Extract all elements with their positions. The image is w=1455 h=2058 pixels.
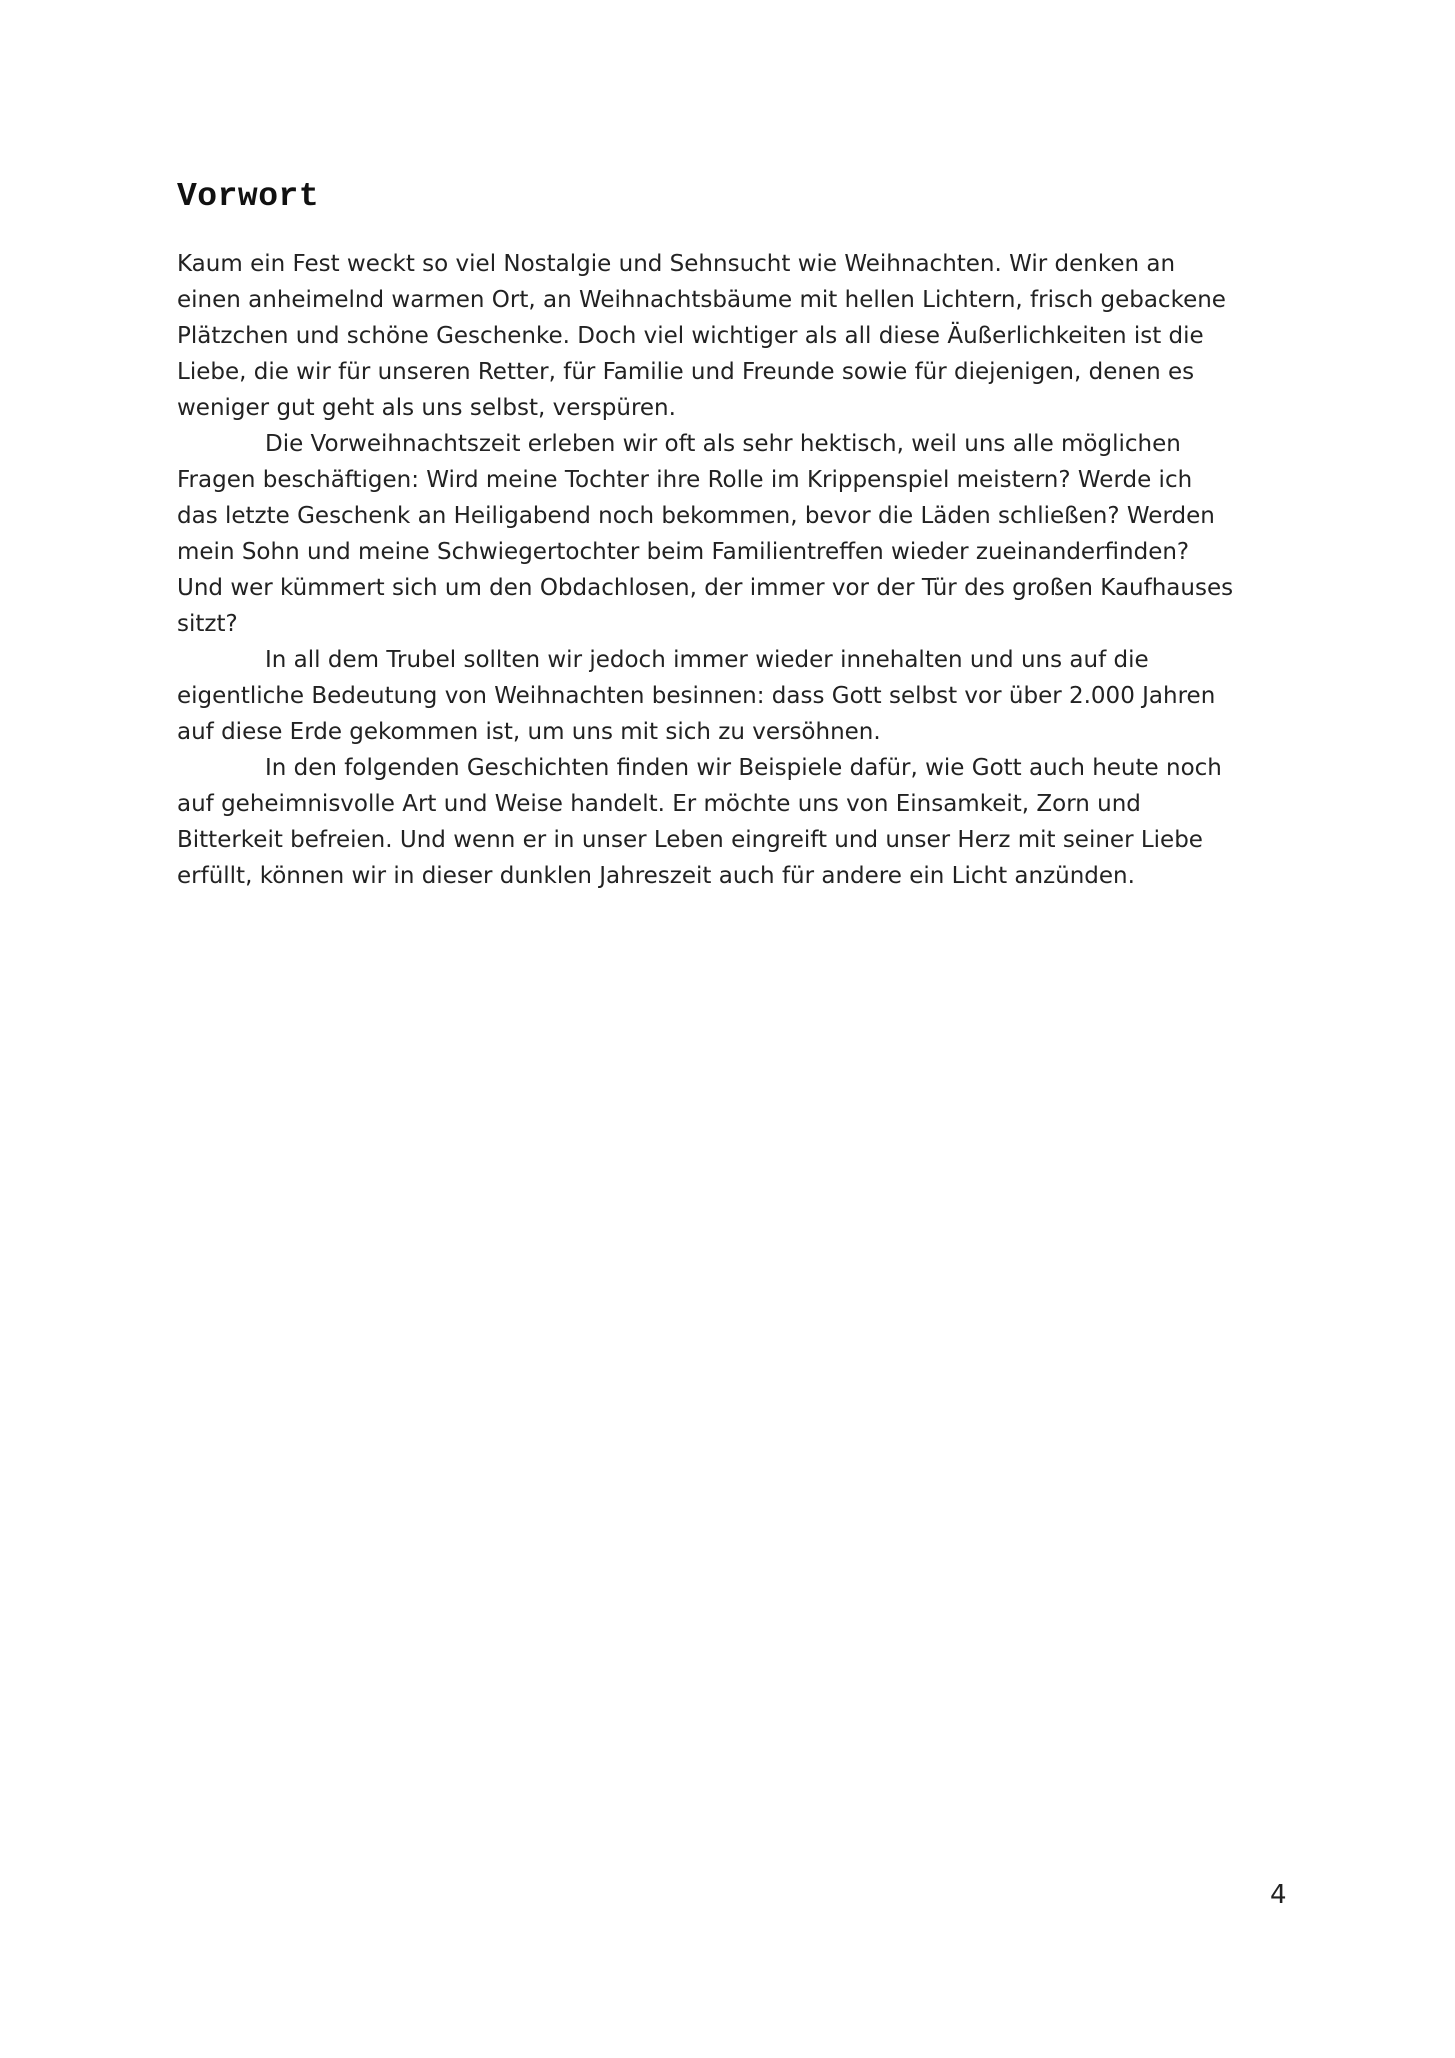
text-line: Bitterkeit befreien. Und wenn er in unser Leben eingreift und unser Herz mit seiner Liebe [177, 827, 1203, 853]
text-line: auf geheimnisvolle Art und Weise handelt. Er möchte uns von Einsamkeit, Zorn und [177, 791, 1141, 817]
text-line: Kaum ein Fest weckt so viel Nostalgie und Sehnsucht wie Weihnachten. Wir denken an [177, 251, 1176, 277]
text-line: Plätzchen und schöne Geschenke. Doch viel wichtiger als all diese Äußerlichkeiten ist die [177, 323, 1204, 349]
paragraph-1 [177, 246, 1297, 426]
text-line: auf diese Erde gekommen ist, um uns mit sich zu versöhnen. [177, 719, 881, 745]
text-line: weniger gut geht als uns selbst, verspüren. [177, 395, 676, 421]
page-title: Vorwort [177, 178, 320, 215]
text-line: Liebe, die wir für unseren Retter, für Familie und Freunde sowie für diejenigen, denen es [177, 359, 1195, 385]
text-line: mein Sohn und meine Schwiegertochter beim Familientreffen wieder zueinanderfinden? [177, 539, 1190, 565]
paragraph-2 [177, 426, 1297, 642]
text-line: erfüllt, können wir in dieser dunklen Jahreszeit auch für andere ein Licht anzünden. [177, 863, 1135, 889]
page-number: 4 [1270, 1880, 1287, 1910]
text-line: einen anheimelnd warmen Ort, an Weihnachtsbäume mit hellen Lichtern, frisch gebackene [177, 287, 1226, 313]
text-line: Fragen beschäftigen: Wird meine Tochter ihre Rolle im Krippenspiel meistern? Werde ich [177, 467, 1193, 493]
text-line: In all dem Trubel sollten wir jedoch immer wieder innehalten und uns auf die [265, 647, 1149, 673]
text-line: Die Vorweihnachtszeit erleben wir oft als sehr hektisch, weil uns alle möglichen [265, 431, 1181, 457]
text-line: eigentliche Bedeutung von Weihnachten besinnen: dass Gott selbst vor über 2.000 Jahren [177, 683, 1216, 709]
text-line: das letzte Geschenk an Heiligabend noch bekommen, bevor die Läden schließen? Werden [177, 503, 1215, 529]
paragraph-4 [177, 750, 1297, 894]
text-line: Und wer kümmert sich um den Obdachlosen, der immer vor der Tür des großen Kaufhauses [177, 575, 1234, 601]
paragraph-3 [177, 642, 1297, 750]
text-line: sitzt? [177, 611, 238, 637]
text-line: In den folgenden Geschichten finden wir Beispiele dafür, wie Gott auch heute noch [265, 755, 1222, 781]
body-text [177, 246, 1297, 894]
